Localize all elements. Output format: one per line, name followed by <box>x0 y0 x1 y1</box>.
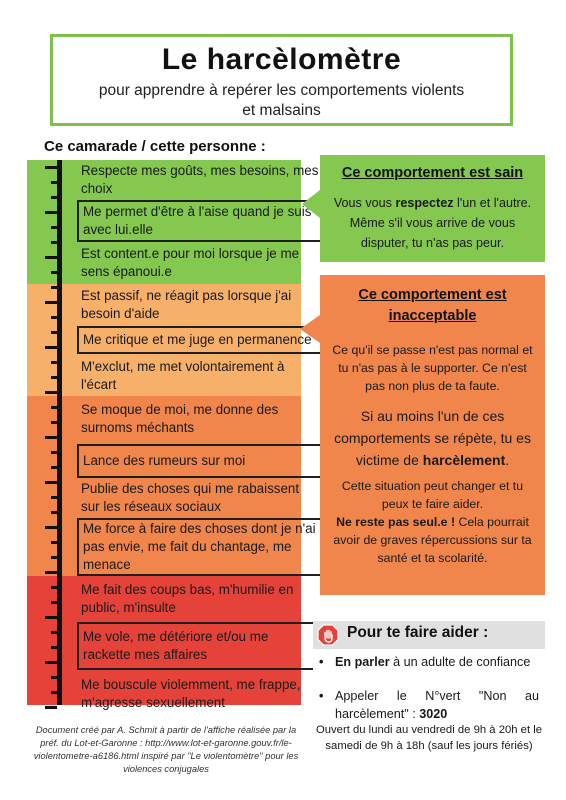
ruler-tick <box>51 331 57 334</box>
ruler-tick <box>45 166 57 169</box>
header-box <box>50 34 513 126</box>
page-title: Le harcèlomètre <box>161 43 402 76</box>
ruler-tick <box>45 616 57 619</box>
unacceptable-title: Ce comportement est inacceptable <box>358 287 507 324</box>
ruler-tick <box>51 271 57 274</box>
ruler-tick <box>51 241 57 244</box>
ruler-tick <box>51 181 57 184</box>
opening-hours: Ouvert du lundi au vendredi de 9h à 20h et le samedi de 9h à 18h (sauf les jours fériés) <box>315 724 543 752</box>
list-item: • En parler à un adulte de confiance <box>319 655 531 669</box>
help-paragraph: Cette situation peut changer et tu peux te faire aider. Ne reste pas seul.e ! Cela pourrait avoir de graves répercussions sur ta santé et ta scolarité. <box>333 479 532 565</box>
ruler-tick <box>51 676 57 679</box>
ruler-tick <box>45 571 57 574</box>
page-subtitle: pour apprendre à repérer les comportements violents et malsains <box>98 82 465 119</box>
list-item: Est passif, ne réagit pas lorsque j'ai besoin d'aide <box>81 288 292 321</box>
ruler-tick <box>51 286 57 289</box>
ruler-tick <box>51 631 57 634</box>
ruler-tick <box>51 406 57 409</box>
unacceptable-behaviour-box <box>320 275 545 595</box>
help-title: Pour te faire aider : <box>347 624 489 641</box>
ruler-tick <box>45 661 57 664</box>
ruler-tick <box>51 376 57 379</box>
ruler-tick <box>45 301 57 304</box>
credit-note: Document créé par A. Schmit à partir de l'affiche réalisée par la préf. du Lot-et-Garonne : http://www.lot-et-garonne.gouv.fr/le-violentometre-a6186.html inspiré par "Le violentomètre" pour les violences conjugales <box>33 725 299 774</box>
ruler-tick <box>45 346 57 349</box>
ruler-tick <box>51 316 57 319</box>
ruler-tick <box>51 601 57 604</box>
list-item: Me force à faire des choses dont je n'ai pas envie, me fait du chantage, me menace <box>77 518 325 576</box>
ruler-tick <box>51 361 57 364</box>
ruler-tick <box>51 226 57 229</box>
list-item: Me fait des coups bas, m'humilie en public, m'insulte <box>81 582 294 615</box>
harassment-paragraph: Si au moins l'un de ces comportements se répète, tu es victime de harcèlement. <box>334 408 531 468</box>
list-item: Lance des rumeurs sur moi <box>77 444 325 478</box>
ruler-tick <box>51 196 57 199</box>
ruler-tick <box>51 511 57 514</box>
ruler-tick <box>51 586 57 589</box>
ruler-tick <box>51 421 57 424</box>
ruler-tick <box>45 391 57 394</box>
help-box <box>313 621 545 754</box>
list-item: Est content.e pour moi lorsque je me sens épanoui.e <box>81 246 300 279</box>
healthy-title: Ce comportement est sain <box>341 165 524 181</box>
ruler-tick <box>51 466 57 469</box>
unacceptable-paragraph: Ce qu'il se passe n'est pas normal et tu n'as pas à le supporter. Ce n'est pas non plus de ta faute. <box>332 343 533 393</box>
ruler-tick <box>45 436 57 439</box>
ruler-tick <box>51 451 57 454</box>
ruler-tick <box>51 691 57 694</box>
list-item: Me permet d'être à l'aise quand je suis avec lui.elle <box>77 200 325 242</box>
ruler-tick <box>45 211 57 214</box>
ruler-tick <box>51 496 57 499</box>
healthy-behaviour-box <box>320 155 545 262</box>
list-item: M'exclut, me met volontairement à l'écart <box>81 359 285 392</box>
healthy-text: Vous vous respectez l'un et l'autre. Même s'il vous arrive de vous disputer, tu n'as pas peur. <box>333 196 532 250</box>
ruler-tick <box>51 541 57 544</box>
pointer-arrow <box>300 315 320 343</box>
list-item: Respecte mes goûts, mes besoins, mes choix <box>81 163 319 196</box>
ruler-tick <box>45 526 57 529</box>
stop-hand-icon <box>317 624 339 646</box>
list-item: Me critique et me juge en permanence <box>77 326 325 354</box>
list-item: • Appeler le N°vert "Non au harcèlement" : 3020 <box>319 689 539 721</box>
list-item: Publie des choses qui me rabaissent sur les réseaux sociaux <box>81 481 300 514</box>
ruler-tick <box>51 556 57 559</box>
ruler-tick <box>45 256 57 259</box>
ruler-tick <box>51 646 57 649</box>
list-item: Me bouscule violemment, me frappe, m'agresse sexuellement <box>81 677 301 710</box>
intro-label: Ce camarade / cette personne : <box>44 138 266 155</box>
pointer-arrow <box>302 190 320 218</box>
harcelometre-scale <box>27 160 319 710</box>
ruler-tick <box>45 706 57 709</box>
ruler-tick <box>45 481 57 484</box>
ruler-bar <box>57 160 62 705</box>
help-header <box>313 621 545 649</box>
list-item: Se moque de moi, me donne des surnoms méchants <box>81 402 279 435</box>
list-item: Me vole, me détériore et/ou me rackette mes affaires <box>77 622 325 670</box>
